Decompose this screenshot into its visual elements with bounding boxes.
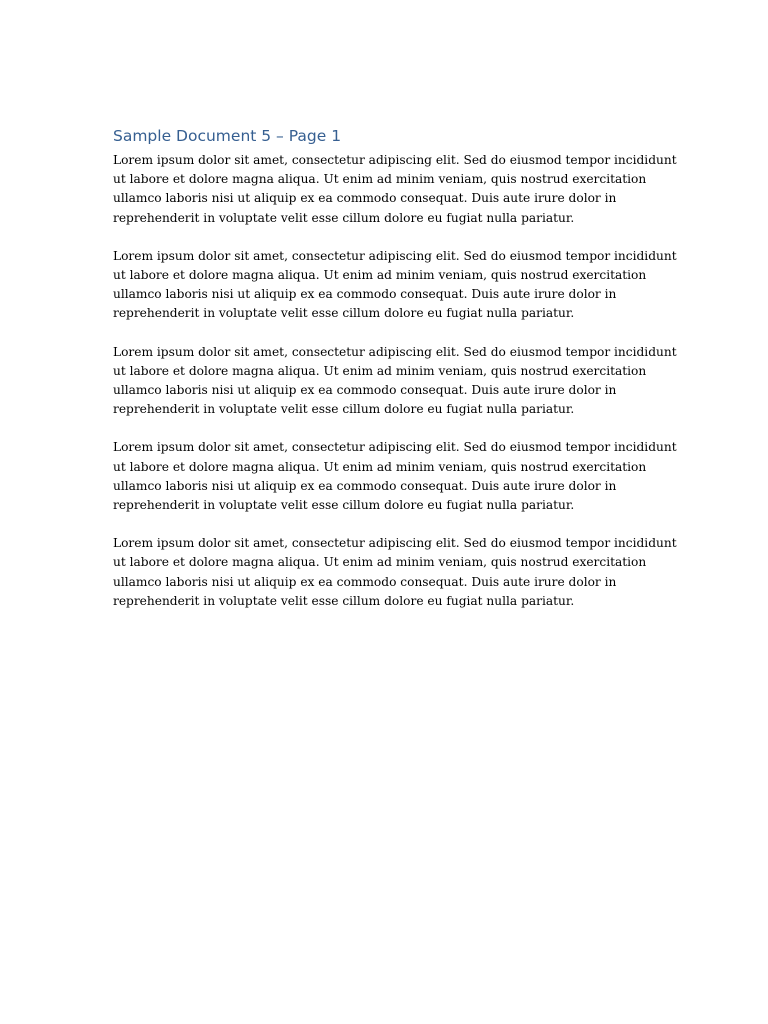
paragraph-line: ut labore et dolore magna aliqua. Ut enim ad minim veniam, quis nostrud exercitation xyxy=(113,172,647,187)
paragraph-line: Lorem ipsum dolor sit amet, consectetur adipiscing elit. Sed do eiusmod tempor incididunt xyxy=(113,344,677,359)
paragraph-line: ut labore et dolore magna aliqua. Ut enim ad minim veniam, quis nostrud exercitation xyxy=(113,363,647,378)
paragraph xyxy=(113,438,677,515)
paragraph-line: Lorem ipsum dolor sit amet, consectetur adipiscing elit. Sed do eiusmod tempor incididunt xyxy=(113,153,677,167)
paragraph-line: Lorem ipsum dolor sit amet, consectetur adipiscing elit. Sed do eiusmod tempor incididunt xyxy=(113,248,677,263)
paragraph-line: reprehenderit in voluptate velit esse cillum dolore eu fugiat nulla pariatur. xyxy=(113,210,575,225)
paragraph xyxy=(113,151,677,228)
paragraph-line: ullamco laboris nisi ut aliquip ex ea commodo consequat. Duis aute irure dolor in xyxy=(113,287,617,302)
paragraph-line: reprehenderit in voluptate velit esse cillum dolore eu fugiat nulla pariatur. xyxy=(113,593,575,608)
document-body xyxy=(113,125,677,630)
paragraph-line: Lorem ipsum dolor sit amet, consectetur adipiscing elit. Sed do eiusmod tempor incididunt xyxy=(113,440,677,455)
paragraph-line: reprehenderit in voluptate velit esse cillum dolore eu fugiat nulla pariatur. xyxy=(113,498,575,513)
paragraph xyxy=(113,534,677,611)
paragraph-line: ullamco laboris nisi ut aliquip ex ea commodo consequat. Duis aute irure dolor in xyxy=(113,478,617,493)
paragraph-line: reprehenderit in voluptate velit esse cillum dolore eu fugiat nulla pariatur. xyxy=(113,306,575,321)
paragraph-line: ut labore et dolore magna aliqua. Ut enim ad minim veniam, quis nostrud exercitation xyxy=(113,268,647,283)
paragraph-line: Lorem ipsum dolor sit amet, consectetur adipiscing elit. Sed do eiusmod tempor incididunt xyxy=(113,536,677,551)
paragraph xyxy=(113,343,677,420)
document-title: Sample Document 5 – Page 1 xyxy=(113,127,342,145)
paragraph-line: ullamco laboris nisi ut aliquip ex ea commodo consequat. Duis aute irure dolor in xyxy=(113,574,617,589)
paragraph-line: ut labore et dolore magna aliqua. Ut enim ad minim veniam, quis nostrud exercitation xyxy=(113,555,647,570)
paragraph-line: reprehenderit in voluptate velit esse cillum dolore eu fugiat nulla pariatur. xyxy=(113,402,575,417)
paragraph-line: ut labore et dolore magna aliqua. Ut enim ad minim veniam, quis nostrud exercitation xyxy=(113,459,647,474)
paragraph-line: ullamco laboris nisi ut aliquip ex ea commodo consequat. Duis aute irure dolor in xyxy=(113,191,617,206)
paragraph-line: ullamco laboris nisi ut aliquip ex ea commodo consequat. Duis aute irure dolor in xyxy=(113,383,617,398)
paragraph xyxy=(113,247,677,324)
